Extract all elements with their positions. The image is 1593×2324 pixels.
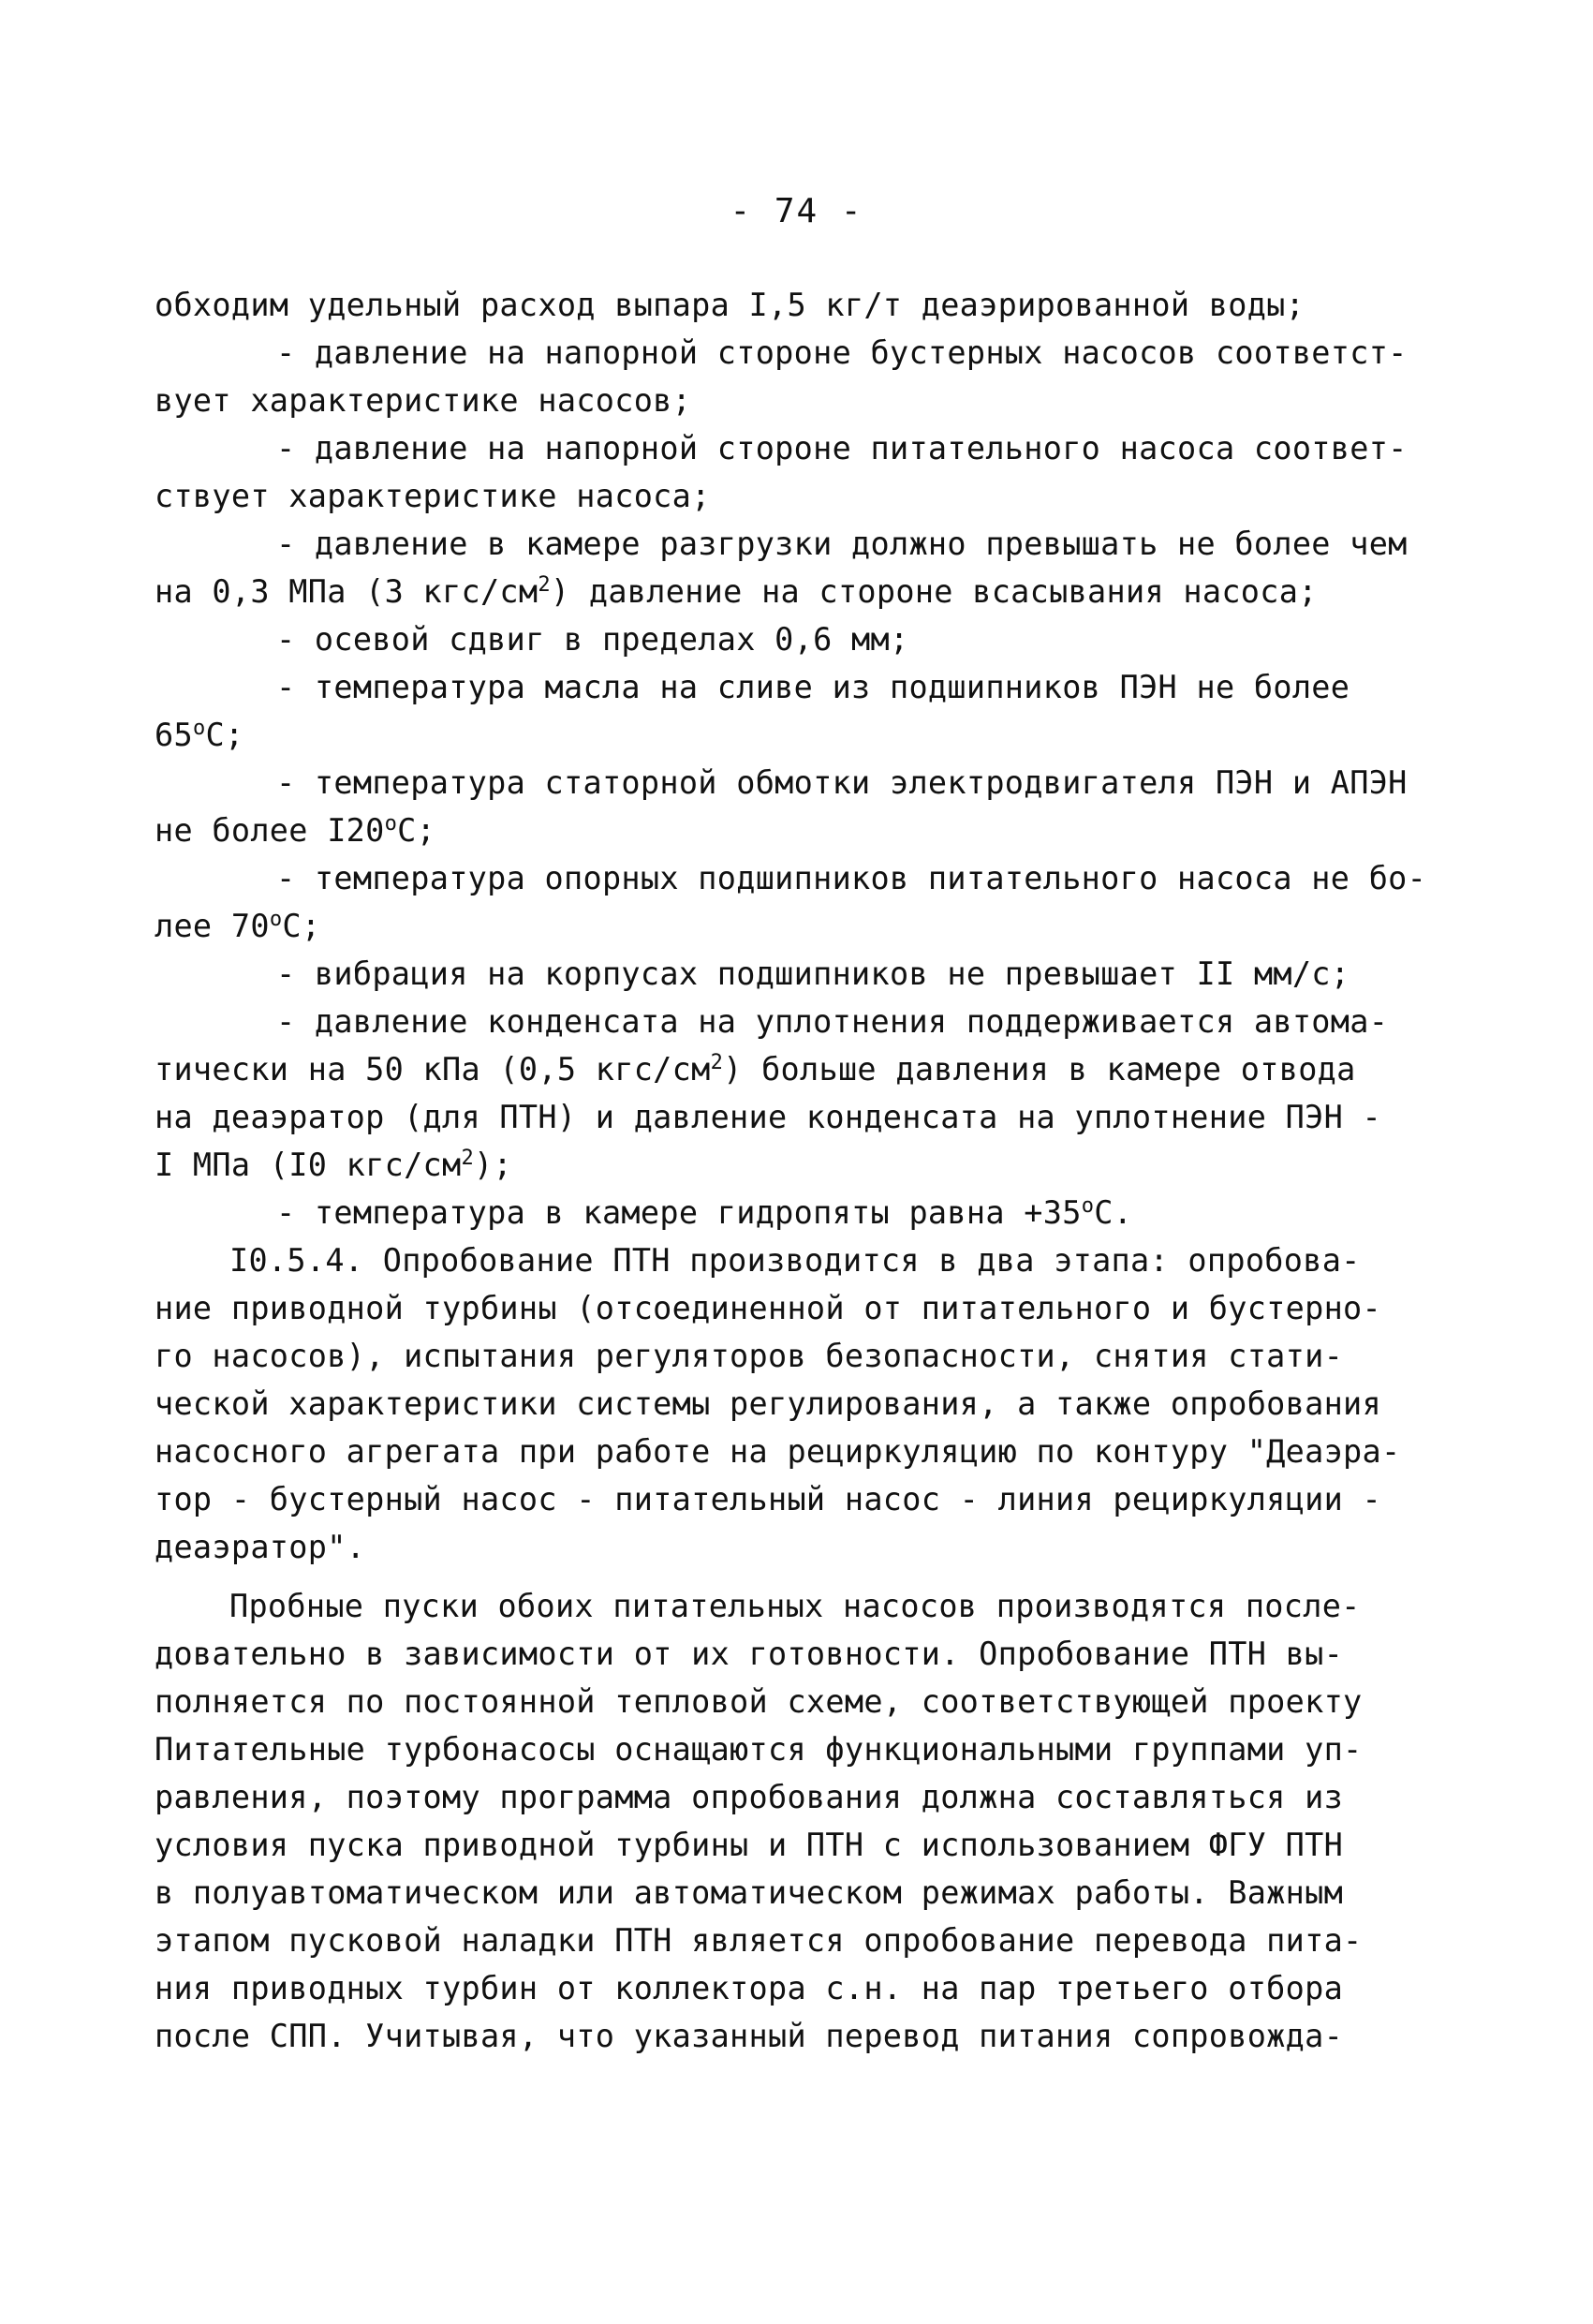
text-line: ние приводной турбины (отсоединенной от питательного и бустерно- [155, 1290, 1381, 1326]
document-body [155, 281, 1466, 2060]
text-segment: С; [205, 717, 244, 753]
text-line: - температура опорных подшипников питательного насоса не бо- [276, 860, 1427, 896]
text-line: довательно в зависимости от их готовности. Опробование ПТН вы- [155, 1636, 1344, 1672]
text-line [155, 1189, 1466, 1236]
text-segment: I МПа (I0 кгс/см [155, 1147, 462, 1183]
text-segment: - температура в камере гидропяты равна +35 [276, 1194, 1082, 1231]
text-line: вует характеристике насосов; [155, 382, 692, 419]
text-line: деаэратор". [155, 1529, 366, 1565]
text-line: в полуавтоматическом или автоматическом режимах работы. Важным [155, 1874, 1344, 1911]
text-line [155, 807, 1466, 854]
text-line [155, 568, 1466, 615]
superscript: 2 [461, 1147, 475, 1170]
text-line [155, 1141, 1466, 1189]
text-line: Питательные турбонасосы оснащаются функциональными группами уп- [155, 1731, 1363, 1768]
text-segment: тически на 50 кПа (0,5 кгс/см [155, 1051, 711, 1088]
text-line: на деаэратор (для ПТН) и давление конденсата на уплотнение ПЭН - [155, 1099, 1381, 1135]
text-line: равления, поэтому программа опробования должна составляться из [155, 1779, 1344, 1815]
superscript: о [269, 908, 283, 931]
text-line: условия пуска приводной турбины и ПТН с использованием ФГУ ПТН [155, 1827, 1344, 1863]
text-line: этапом пусковой наладки ПТН является опробование перевода пита- [155, 1922, 1363, 1959]
page-number: - 74 - [730, 192, 863, 230]
text-line: - давление в камере разгрузки должно превышать не более чем [276, 525, 1408, 562]
text-line: ческой характеристики системы регулирования, а также опробования [155, 1385, 1381, 1422]
superscript: 2 [538, 573, 551, 597]
text-segment: не более I20 [155, 812, 385, 849]
text-line [155, 1045, 1466, 1093]
text-line: насосного агрегата при работе на рециркуляцию по контуру "Деаэра- [155, 1433, 1401, 1470]
text-line: - давление на напорной стороне бустерных насосов соответст- [276, 334, 1408, 371]
text-line: полняется по постоянной тепловой схеме, соответствующей проекту [155, 1683, 1363, 1720]
text-line: тор - бустерный насос - питательный насос - линия рециркуляции - [155, 1481, 1381, 1517]
superscript: о [192, 717, 206, 740]
text-segment: ); [474, 1147, 512, 1183]
text-line: Пробные пуски обоих питательных насосов производятся после- [229, 1588, 1361, 1624]
superscript: о [1081, 1194, 1095, 1218]
text-line: - вибрация на корпусах подшипников не превышает II мм/с; [276, 955, 1350, 992]
text-line: - температура статорной обмотки электродвигателя ПЭН и АПЭН [276, 764, 1408, 801]
text-segment: ) больше давления в камере отвода [723, 1051, 1356, 1088]
text-segment: С. [1094, 1194, 1133, 1231]
text-line [155, 902, 1466, 950]
superscript: 2 [710, 1051, 724, 1074]
text-segment: лее 70 [155, 908, 270, 944]
text-line: ствует характеристике насоса; [155, 478, 711, 514]
text-line: после СПП. Учитывая, что указанный перевод питания сопровожда- [155, 2018, 1344, 2054]
text-line: обходим удельный расход выпара I,5 кг/т деаэрированной воды; [155, 287, 1305, 323]
superscript: о [384, 812, 398, 836]
text-line: ния приводных турбин от коллектора с.н. на пар третьего отбора [155, 1970, 1344, 2006]
text-segment: на 0,3 МПа (3 кгс/см [155, 573, 538, 610]
text-line: - температура масла на сливе из подшипников ПЭН не более [276, 669, 1350, 705]
text-line: го насосов), испытания регуляторов безопасности, снятия стати- [155, 1338, 1344, 1374]
text-segment: С; [397, 812, 436, 849]
text-line: I0.5.4. Опробование ПТН производится в два этапа: опробова- [229, 1242, 1361, 1279]
text-line [155, 711, 1466, 759]
text-segment: С; [282, 908, 321, 944]
text-line: - давление на напорной стороне питательного насоса соответ- [276, 430, 1408, 466]
text-segment: 65 [155, 717, 193, 753]
text-line: - осевой сдвиг в пределах 0,6 мм; [276, 621, 909, 658]
text-segment: ) давление на стороне всасывания насоса; [550, 573, 1318, 610]
text-line: - давление конденсата на уплотнения поддерживается автома- [276, 1003, 1389, 1040]
